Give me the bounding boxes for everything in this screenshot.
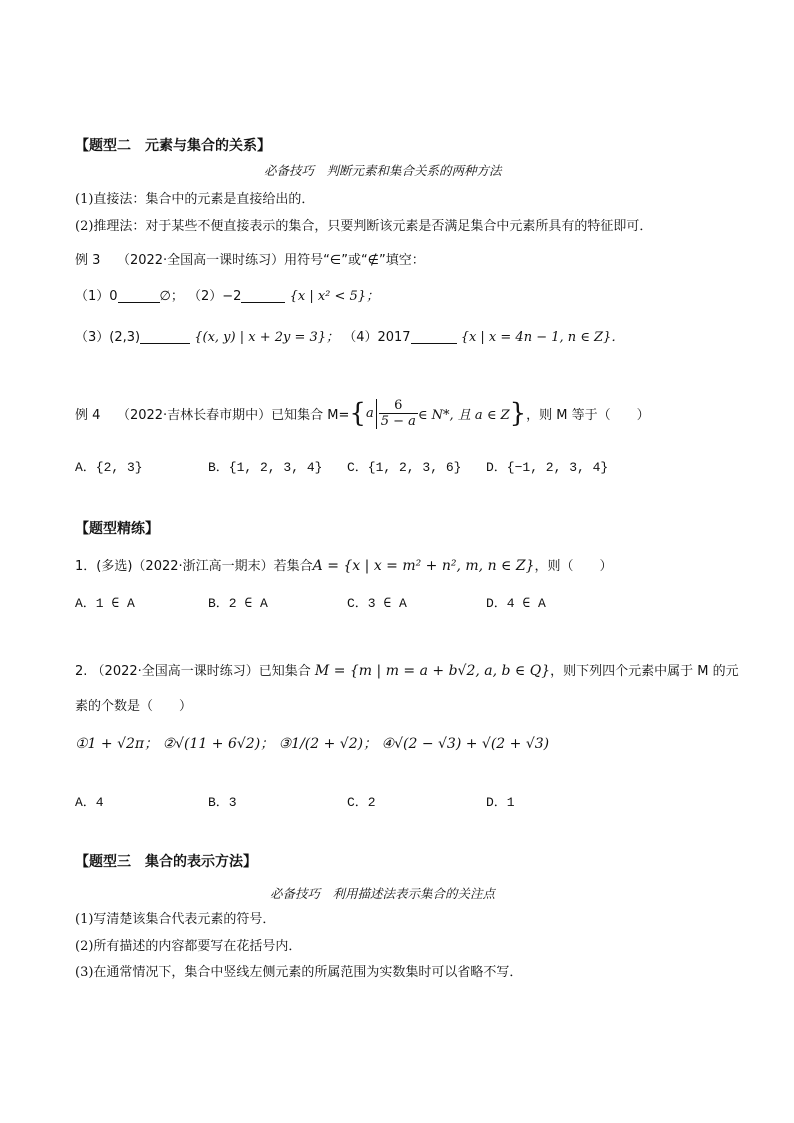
item-4: ④√(2 − √3) + √(2 + √3) <box>381 736 550 752</box>
brace-right: } <box>509 398 527 429</box>
example-label: 例 3 <box>75 253 101 268</box>
example-question-tail: ，则 M 等于（ ） <box>526 408 650 423</box>
item-2: ②√(11 + 6√2)； <box>162 736 275 752</box>
q1-option-b[interactable]: B．2 ∈ A <box>208 596 268 611</box>
part-label: （2）−2 <box>188 289 242 304</box>
question-2-stem <box>75 660 739 679</box>
question-2-stem-line-2: 素的个数是（ ） <box>75 699 193 714</box>
option-b[interactable]: B．{1, 2, 3, 4} <box>208 460 323 475</box>
math-expression: {x | x² < 5}； <box>289 289 380 304</box>
question-1-stem <box>75 555 613 574</box>
tip3-line-1: (1)写清楚该集合代表元素的符号． <box>75 912 276 927</box>
math-expression: {x | x = 4n − 1, n ∈ Z}． <box>460 330 625 345</box>
tip-title-type3: 必备技巧 利用描述法表示集合的关注点 <box>270 886 496 901</box>
example-question: 用符号“∈”或“∉”填空： <box>284 253 425 268</box>
part-label: （4）2017 <box>343 330 411 345</box>
set-divider <box>376 399 377 429</box>
option-c[interactable]: C．{1, 2, 3, 6} <box>347 460 462 475</box>
q2-option-a[interactable]: A．4 <box>75 795 104 810</box>
answer-blank[interactable] <box>118 288 160 303</box>
option-d[interactable]: D．{−1, 2, 3, 4} <box>486 460 609 475</box>
question-number: 1． <box>75 559 97 574</box>
set-condition: ∈ N*, 且 a ∈ Z <box>417 408 510 423</box>
tip3-line-2: (2)所有描述的内容都要写在花括号内． <box>75 939 302 954</box>
item-1: ①1 + √2π； <box>75 736 159 752</box>
fraction-numerator: 6 <box>394 398 403 413</box>
example-3-row-2 <box>75 326 624 345</box>
q2-option-b[interactable]: B．3 <box>208 795 237 810</box>
set-variable: a <box>365 406 374 421</box>
example-question: 已知集合 M= <box>271 408 350 423</box>
question-2-items <box>75 733 549 753</box>
question-text-tail: ，则下列四个元素中属于 M 的元 <box>550 664 739 679</box>
example-3-stem <box>75 249 425 268</box>
q1-option-d[interactable]: D．4 ∈ A <box>486 596 546 611</box>
tip-title-type2: 必备技巧 判断元素和集合关系的两种方法 <box>264 163 502 178</box>
question-number: 2. <box>75 664 88 679</box>
fraction <box>379 398 418 429</box>
example-label: 例 4 <box>75 408 101 423</box>
option-a[interactable]: A．{2, 3} <box>75 460 143 475</box>
tip-line-2: (2)推理法：对于某些不便直接表示的集合，只要判断该元素是否满足集合中元素所具有的特征即可． <box>75 219 653 234</box>
part-label: （1）0 <box>75 289 118 304</box>
q1-option-a[interactable]: A．1 ∈ A <box>75 596 135 611</box>
part-label: （3）(2,3) <box>75 330 141 345</box>
answer-blank[interactable] <box>241 288 285 303</box>
example-3-row-1 <box>75 285 379 304</box>
math-expression: A = {x | x = m² + n², m, n ∈ Z} <box>312 558 535 574</box>
q1-option-c[interactable]: C．3 ∈ A <box>347 596 407 611</box>
example-4-stem <box>75 398 650 429</box>
item-3: ③1/(2 + √2)； <box>278 736 378 752</box>
question-tail: ，则（ ） <box>534 559 613 574</box>
math-expression: ∅； <box>159 289 184 304</box>
tip3-line-3: (3)在通常情况下，集合中竖线左侧元素的所属范围为实数集时可以省略不写． <box>75 965 523 980</box>
question-text: 已知集合 <box>258 664 311 679</box>
q2-option-d[interactable]: D．1 <box>486 795 515 810</box>
question-text: (多选)（2022·浙江高一期末）若集合 <box>96 559 313 574</box>
example-source: （2022·吉林长春市期中） <box>116 408 272 423</box>
section-title-type2: 【题型二 元素与集合的关系】 <box>75 138 271 154</box>
section-title-type3: 【题型三 集合的表示方法】 <box>75 854 257 870</box>
math-expression: M = {m | m = a + b√2, a, b ∈ Q} <box>314 663 551 679</box>
question-source: （2022·全国高一课时练习） <box>91 664 259 679</box>
tip-line-1: (1)直接法：集合中的元素是直接给出的． <box>75 192 315 207</box>
brace-left: { <box>349 398 366 429</box>
practice-title: 【题型精练】 <box>75 521 159 537</box>
example-source: （2022·全国高一课时练习） <box>116 253 285 268</box>
answer-blank[interactable] <box>411 329 457 344</box>
answer-blank[interactable] <box>140 329 190 344</box>
q2-option-c[interactable]: C．2 <box>347 795 376 810</box>
math-expression: {(x, y) | x + 2y = 3}； <box>194 330 340 345</box>
fraction-denominator: 5 − a <box>380 414 416 429</box>
